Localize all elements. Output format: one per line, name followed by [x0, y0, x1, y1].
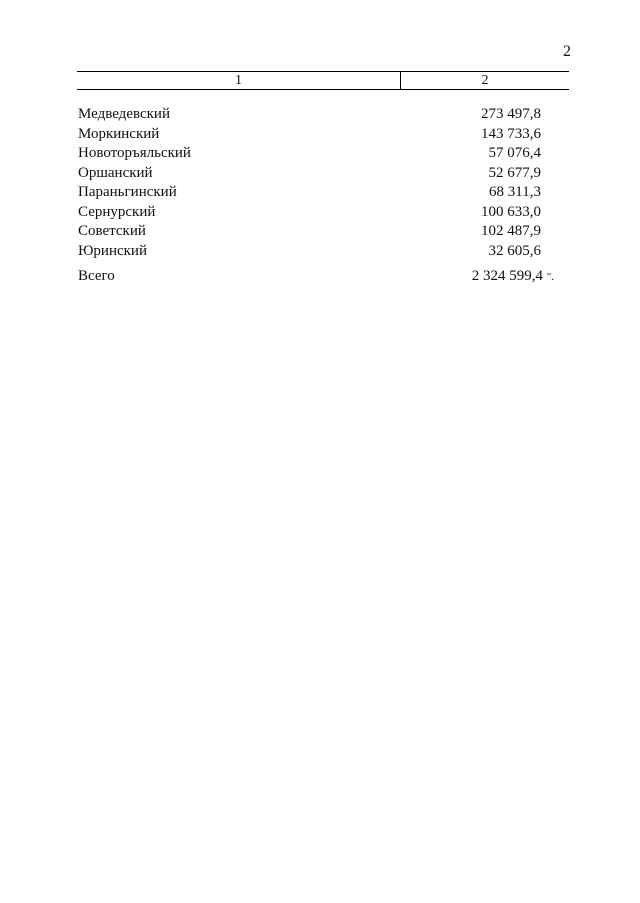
table-row — [78, 144, 558, 164]
table-row — [78, 105, 558, 125]
row-value: 32 605,6 — [488, 242, 541, 259]
header-col-1: 1 — [77, 72, 401, 89]
header-col-2: 2 — [481, 73, 489, 88]
table-row — [78, 183, 558, 203]
row-value: 57 076,4 — [488, 145, 541, 161]
row-name: Параньгинский — [78, 184, 177, 200]
total-value: 2 324 599,4 — [471, 268, 543, 284]
table-row — [78, 222, 558, 242]
row-name: Сернурский — [78, 203, 156, 220]
row-name: Новоторъяльский — [78, 145, 191, 161]
table-total-row — [78, 267, 558, 287]
row-name: Советский — [78, 223, 146, 239]
table-row — [78, 164, 558, 184]
table-row — [78, 242, 558, 262]
row-value: 100 633,0 — [481, 203, 541, 220]
total-label: Всего — [78, 268, 115, 284]
table-header — [77, 71, 569, 90]
row-value: 273 497,8 — [481, 106, 541, 122]
row-value: 102 487,9 — [481, 223, 541, 239]
table-body — [78, 105, 558, 261]
table-row — [78, 203, 558, 223]
row-name: Оршанский — [78, 164, 153, 181]
row-value: 52 677,9 — [488, 164, 541, 181]
page-number: 2 — [563, 43, 571, 60]
table-row — [78, 125, 558, 145]
row-name: Медведевский — [78, 106, 170, 122]
row-value: 68 311,3 — [489, 184, 541, 200]
row-name: Моркинский — [78, 125, 160, 142]
total-closing-quote: ". — [546, 271, 554, 283]
row-value: 143 733,6 — [481, 125, 541, 142]
total-value-wrap — [354, 267, 558, 287]
row-name: Юринский — [78, 242, 147, 259]
